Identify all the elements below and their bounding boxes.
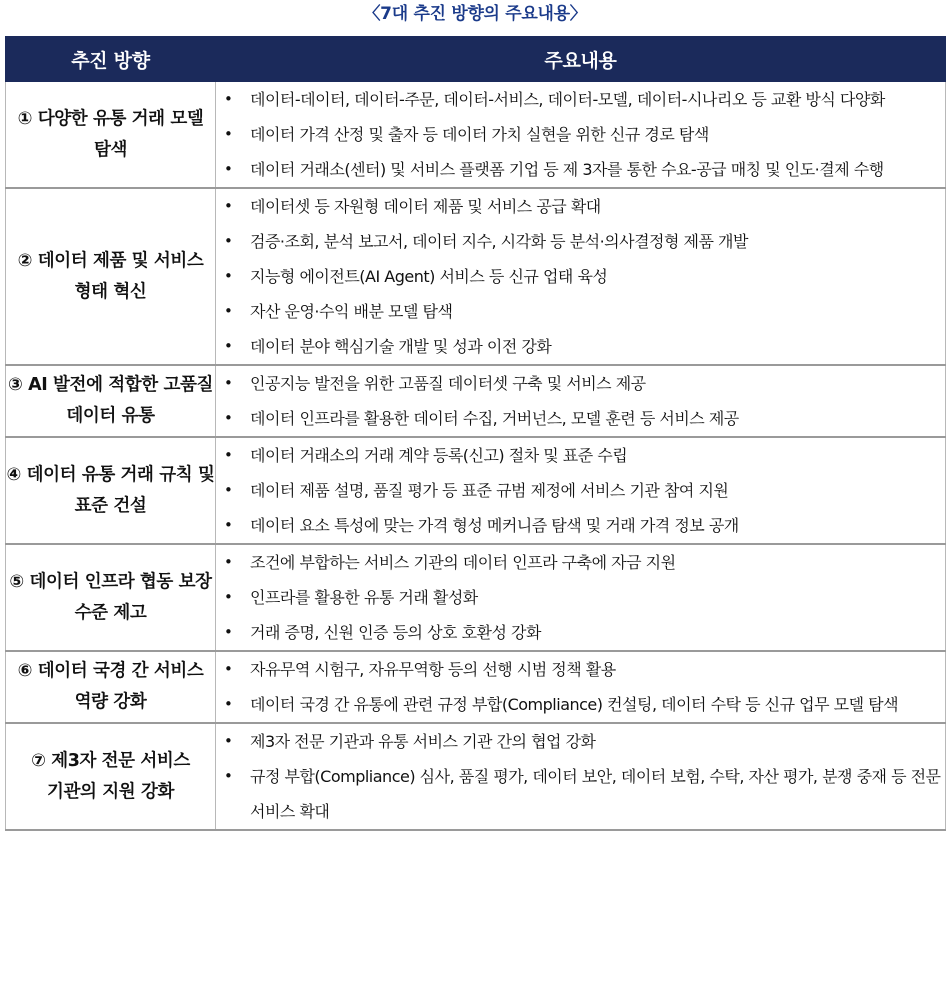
list-item xyxy=(216,329,945,364)
content-list xyxy=(216,366,945,436)
list-item xyxy=(216,189,945,224)
bullet-icon: • xyxy=(224,197,233,215)
list-item-text: 인프라를 활용한 유통 거래 활성화 xyxy=(250,588,478,607)
list-item xyxy=(216,473,945,508)
content-cell xyxy=(216,723,946,830)
bullet-icon: • xyxy=(224,232,233,250)
list-item xyxy=(216,401,945,436)
list-item xyxy=(216,687,945,722)
list-item xyxy=(216,259,945,294)
content-cell xyxy=(216,544,946,651)
bullet-icon: • xyxy=(224,481,233,499)
content-list xyxy=(216,652,945,722)
list-item xyxy=(216,580,945,615)
content-list xyxy=(216,545,945,650)
content-list xyxy=(216,438,945,543)
bullet-icon: • xyxy=(224,588,233,606)
list-item xyxy=(216,508,945,543)
bullet-icon: • xyxy=(224,90,233,108)
table-body xyxy=(6,82,946,831)
direction-cell: ① 다양한 유통 거래 모델 탐색 xyxy=(6,82,216,189)
direction-cell: ④ 데이터 유통 거래 규칙 및 표준 건설 xyxy=(6,437,216,544)
directions-table xyxy=(5,36,946,831)
bullet-icon: • xyxy=(224,337,233,355)
header-content: 주요내용 xyxy=(216,37,946,82)
bullet-icon: • xyxy=(224,660,233,678)
list-item-text: 데이터 요소 특성에 맞는 가격 형성 메커니즘 탐색 및 거래 가격 정보 공개 xyxy=(250,516,739,535)
table-row xyxy=(6,437,946,544)
content-cell xyxy=(216,82,946,189)
table-row xyxy=(6,365,946,437)
list-item xyxy=(216,652,945,687)
bullet-icon: • xyxy=(224,267,233,285)
table-row xyxy=(6,651,946,723)
document-title: 〈7대 추진 방향의 주요내용〉 xyxy=(363,4,587,24)
content-cell xyxy=(216,651,946,723)
list-item-text: 데이터 분야 핵심기술 개발 및 성과 이전 강화 xyxy=(250,337,552,356)
list-item xyxy=(216,117,945,152)
list-item xyxy=(216,366,945,401)
list-item-text: 규정 부합(Compliance) 심사, 품질 평가, 데이터 보안, 데이터 보험, 수탁, 자산 평가, 분쟁 중재 등 전문 서비스 확대 xyxy=(250,767,941,821)
content-cell xyxy=(216,437,946,544)
header-direction: 추진 방향 xyxy=(6,37,216,82)
list-item-text: 데이터 거래소의 거래 계약 등록(신고) 절차 및 표준 수립 xyxy=(250,446,628,465)
bullet-icon: • xyxy=(224,125,233,143)
direction-cell: ③ AI 발전에 적합한 고품질 데이터 유통 xyxy=(6,365,216,437)
list-item xyxy=(216,615,945,650)
table-row xyxy=(6,188,946,365)
list-item-text: 데이터 국경 간 유통에 관련 규정 부합(Compliance) 컨설팅, 데이터 수탁 등 신규 업무 모델 탐색 xyxy=(250,695,899,714)
list-item xyxy=(216,152,945,187)
bullet-icon: • xyxy=(224,732,233,750)
list-item-text: 자산 운영·수익 배분 모델 탐색 xyxy=(250,302,453,321)
bullet-icon: • xyxy=(224,695,233,713)
table-row xyxy=(6,82,946,189)
list-item xyxy=(216,294,945,329)
table-row xyxy=(6,723,946,830)
direction-cell: ⑥ 데이터 국경 간 서비스 역량 강화 xyxy=(6,651,216,723)
content-list xyxy=(216,82,945,187)
list-item-text: 자유무역 시험구, 자유무역항 등의 선행 시범 정책 활용 xyxy=(250,660,616,679)
bullet-icon: • xyxy=(224,160,233,178)
list-item xyxy=(216,759,945,829)
list-item-text: 데이터-데이터, 데이터-주문, 데이터-서비스, 데이터-모델, 데이터-시나리오 등 교환 방식 다양화 xyxy=(250,90,885,109)
list-item-text: 데이터셋 등 자원형 데이터 제품 및 서비스 공급 확대 xyxy=(250,197,601,216)
list-item-text: 검증·조회, 분석 보고서, 데이터 지수, 시각화 등 분석·의사결정형 제품 개발 xyxy=(250,232,748,251)
bullet-icon: • xyxy=(224,516,233,534)
table-header-row xyxy=(6,37,946,82)
bullet-icon: • xyxy=(224,446,233,464)
content-cell xyxy=(216,188,946,365)
list-item-text: 데이터 제품 설명, 품질 평가 등 표준 규범 제정에 서비스 기관 참여 지원 xyxy=(250,481,729,500)
list-item xyxy=(216,438,945,473)
list-item-text: 조건에 부합하는 서비스 기관의 데이터 인프라 구축에 자금 지원 xyxy=(250,553,676,572)
list-item-text: 데이터 인프라를 활용한 데이터 수집, 거버넌스, 모델 훈련 등 서비스 제공 xyxy=(250,409,739,428)
list-item-text: 거래 증명, 신원 인증 등의 상호 호환성 강화 xyxy=(250,623,541,642)
list-item-text: 데이터 거래소(센터) 및 서비스 플랫폼 기업 등 제 3자를 통한 수요-공급 매칭 및 인도·결제 수행 xyxy=(250,160,884,179)
list-item xyxy=(216,224,945,259)
list-item-text: 지능형 에이전트(AI Agent) 서비스 등 신규 업태 육성 xyxy=(250,267,608,286)
list-item-text: 인공지능 발전을 위한 고품질 데이터셋 구축 및 서비스 제공 xyxy=(250,374,646,393)
bullet-icon: • xyxy=(224,374,233,392)
bullet-icon: • xyxy=(224,623,233,641)
direction-cell: ② 데이터 제품 및 서비스 형태 혁신 xyxy=(6,188,216,365)
direction-cell: ⑤ 데이터 인프라 협동 보장 수준 제고 xyxy=(6,544,216,651)
bullet-icon: • xyxy=(224,767,233,785)
bullet-icon: • xyxy=(224,553,233,571)
bullet-icon: • xyxy=(224,409,233,427)
list-item-text: 제3자 전문 기관과 유통 서비스 기관 간의 협업 강화 xyxy=(250,732,596,751)
table-row xyxy=(6,544,946,651)
list-item xyxy=(216,82,945,117)
list-item xyxy=(216,545,945,580)
list-item xyxy=(216,724,945,759)
list-item-text: 데이터 가격 산정 및 출자 등 데이터 가치 실현을 위한 신규 경로 탐색 xyxy=(250,125,709,144)
content-cell xyxy=(216,365,946,437)
bullet-icon: • xyxy=(224,302,233,320)
content-list xyxy=(216,189,945,364)
direction-cell: ⑦ 제3자 전문 서비스 기관의 지원 강화 xyxy=(6,723,216,830)
content-list xyxy=(216,724,945,829)
